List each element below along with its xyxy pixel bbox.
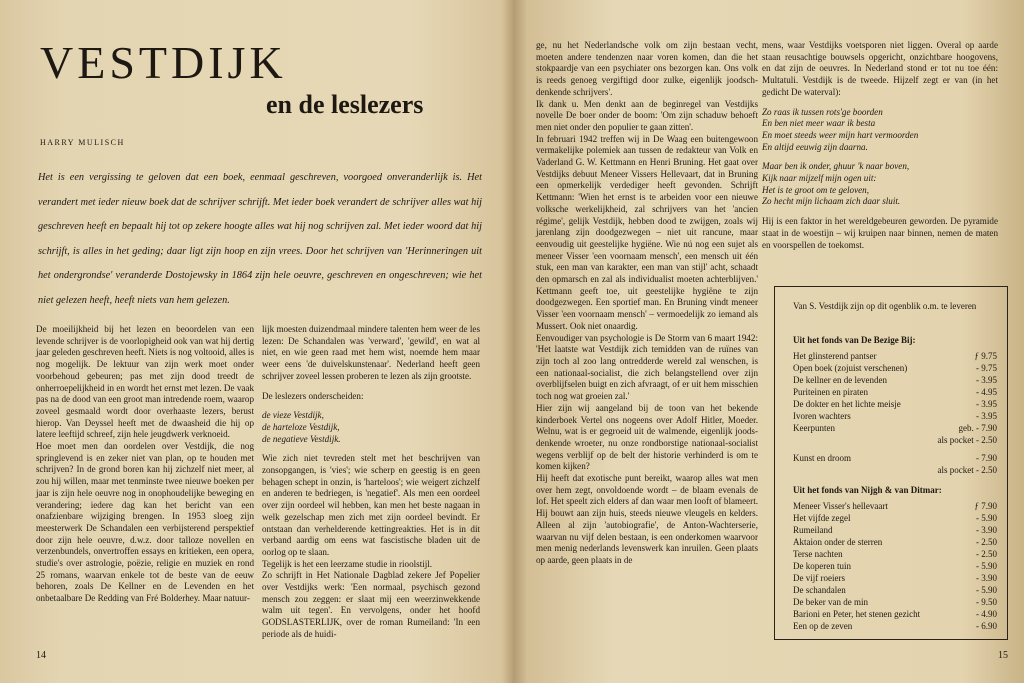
- poem-stanza-1: [762, 107, 998, 154]
- book-title: De beker van de min: [793, 597, 868, 607]
- paragraph: De leslezers onderscheiden:: [262, 390, 364, 401]
- book-row: [793, 573, 997, 585]
- publisher-heading: Uit het fonds van De Bezige Bij:: [793, 335, 916, 345]
- list-item: de negatieve Vestdijk.: [262, 433, 341, 444]
- paragraph: Ik dank u. Men denkt aan de beginregel van Vestdijks novelle De boer onder de boom: 'Om zijn schaduw behoeft men niet onder den populier te gaan zitten'.: [536, 98, 758, 132]
- intro-paragraph: Het is een vergissing te geloven dat een boek, eenmaal geschreven, voorgoed onveranderlijk is. Het verandert met ieder nieuw boek dat de schrijver schrijft. Met ieder boek verandert de schrijver alles wat hij geschreven heeft en bepaalt hij tot op zekere hoogte alles wat hij nog schrijven zal. Met ieder woord dat hij schrijft, is alles in het geding; daar ligt zijn hoop en zijn vrees. Door het schrijven van 'Herinneringen uit het ondergrondse' veranderde Dostojewsky in 1864 zijn hele oeuvre, geschreven en ongeschreven; wie het niet gelezen heeft, heeft niets van hem gelezen.: [38, 172, 482, 306]
- book-title: Puriteinen en piraten: [793, 387, 868, 397]
- book-price: - 7.90: [976, 453, 997, 463]
- book-price: geb. - 7.90: [958, 423, 997, 433]
- paragraph: Eenvoudiger van psychologie is De Storm van 6 maart 1942: 'Het laatste wat Vestdijk zich temidden van de ruïnes van zijn toch al zoo lang ontredderde wereld zal wenschen, is een nationaal-socialist, die zich belangstellend over zijn overblijfselen buigt en zich afvraagt, of er uit hem misschien toch nog wat groeien zal.': [536, 332, 758, 402]
- book-title: Barioni en Peter, het stenen gezicht: [793, 609, 921, 619]
- book-title: Kunst en droom: [793, 453, 851, 463]
- paragraph: Hier zijn wij aangeland bij de toon van het bekende kinderboek Vertel ons nogeens over Adolf Hitler, Moeder. Welnu, wat is er gegroeid uit de walmende, eigenlijk joods-denkende wroeter, nu onze rondborstige nationaal-socialist wegens verblijf op de belt der historie verhinderd is om te komen kijken?: [536, 402, 758, 472]
- book-title: De kellner en de levenden: [793, 375, 887, 385]
- page-number: 15: [998, 650, 1008, 661]
- book-price: - 6.90: [976, 621, 997, 631]
- paragraph: Hij heeft dat exotische punt bereikt, waarop alles wat men over hem zegt, onvoldoende wordt – de blaam evenals de lof. Het speelt zich elders af dan waar men looft of blameert. Hij bouwt aan zijn huis, steeds nieuwe vleugels en kelders. Alleen al zijn 'autobiografie', de Anton-Wachterserie, waarvan nu vijf delen bestaan, is een onderkomen waarvoor men menig nederlands levenswerk kan inruilen. Geen plaats op aarde, geen plaats in de: [536, 473, 758, 565]
- poem-line: Het is te groot om te geloven,: [762, 184, 869, 195]
- paragraph: Tegelijk is het een leerzame studie in rioolstijl.: [262, 558, 433, 569]
- column-3: [536, 40, 758, 567]
- list-item: de harteloze Vestdijk,: [262, 421, 340, 432]
- book-row: [793, 561, 997, 573]
- book-row: [793, 453, 997, 465]
- book-price: ƒ 7.90: [974, 501, 997, 511]
- book-title: De schandalen: [793, 585, 846, 595]
- poem-line: Zo hecht mijn lichaam zich daar sluit.: [762, 196, 901, 207]
- paragraph: lijk moesten duizendmaal mindere talenten hem weer de les lezen: De Schandalen was 'verward', 'gewild', en wat al niet, en wie geen raad met hem wist, noemde hem maar weer eens 'de duivelskunstenaar'. Nederland heeft geen schrijver zoveel lessen proberen te lezen als zijn grootste.: [262, 324, 480, 381]
- poem-line: En ben niet meer waar ik besta: [762, 118, 876, 129]
- poem-line: Maar ben ik onder, ghuur 'k naar boven,: [762, 161, 910, 172]
- right-page: [512, 0, 1024, 683]
- book-price: als pocket - 2.50: [937, 465, 997, 475]
- book-title: De vijf roeiers: [793, 573, 845, 583]
- book-price: - 3.95: [976, 399, 997, 409]
- book-title: Het vijfde zegel: [793, 513, 851, 523]
- column-1: [36, 324, 254, 605]
- column-2: [262, 324, 480, 641]
- book-price: - 5.90: [976, 513, 997, 523]
- book-price: - 5.90: [976, 585, 997, 595]
- book-title: Terse nachten: [793, 549, 843, 559]
- book-row: [793, 537, 997, 549]
- paragraph: In februari 1942 treffen wij in De Waag een buitengewoon vermakelijke polemiek aan tussen de redakteur van Volk en Vaderland G. W. Kettmann en Henri Bruning. Het gaat over Vestdijks debuut Meneer Vissers Hellevaart, dat in Bruning een opmerkelijk verdediger heeft gevonden. Schrijft Kettmann: 'Wien het ernst is te arbeiden voor een nieuwe volksche werkelijkheid, zal schrijvers van het 'ancien régime', gelijk Vestdijk, hebben dood te zwijgen, zoals wij jarenlang zijn doodgezwegen – niet uit rancune, maar eenvoudig uit geestelijke hygiëne. Wie nú nog een sujet als meneer Visser 'een voornaam mensch', een mensch uit één stuk, een man van karakter, een man van stijl' acht, schaadt den opmarsch en zal als individualist moeten achterblijven.' Kettmann geeft toe, uit geestelijke hygiëne te zijn doodgezwegen. Een sportief man. En Bruning vindt meneer Visser 'een voornaam mensch' – vermoedelijk zo iemand als Mussert. Ook niet onaardig.: [536, 133, 758, 331]
- page-number: 14: [36, 650, 46, 661]
- paragraph: Wie zich niet tevreden stelt met het beschrijven van zonsopgangen, is 'vies'; wie scherp en geestig is en geen behagen schept in onzin, is 'harteloos'; wie weigert zichzelf en anderen te bedriegen, is 'negatief'. Als men een oordeel over zijn oordeel wil hebben, kan men het beste nagaan in welk gezelschap men zich met zijn oordeel bevindt. Er ontstaan dan verhelderende kettingreakties. Het is in dit verband aardig om eens wat fascistische bladen uit de oorlog op te slaan.: [262, 453, 480, 557]
- book-title: De dokter en het lichte meisje: [793, 399, 901, 409]
- book-row: [793, 501, 997, 513]
- book-row: [793, 435, 997, 447]
- book-title: Keerpunten: [793, 423, 835, 433]
- paragraph: Hoe moet men dan oordelen over Vestdijk, die nog springlevend is en zeker niet van plan, op te houden met schrijven? In de grond boren kan hij zichzelf niet meer, al zou hij willen, maar met tenminste twee nieuwe boeken per jaar is zijn hele oeuvre nog in onophoudelijke beweging en verandering; iedere dag kan het bericht van een onafzienbare wijziging brengen. In 1953 sloeg zijn meesterwerk De Schandalen een verbijsterend perspektief door zijn hele oeuvre, d.w.z. door talloze novellen en verzenbundels, onvertroffen essays en kritieken, een opera, studie's over astrologie, poëzie, religie en muziek en rond 25 romans, waarvan enkele tot de beste van de eeuw behoren, zoals De Kellner en de Levenden en het onbetaalbare De Redding van Fré Bolderhey. Maar natuur-: [36, 441, 254, 604]
- book-price: - 2.50: [976, 549, 997, 559]
- book-price: - 3.95: [976, 375, 997, 385]
- paragraph: De moeilijkheid bij het lezen en beoordelen van een levende schrijver is de voorlopigheid ook van wat hij dertig jaar geleden geschreven heeft. Niets is nog voltooid, alles is nog mogelijk. De lektuur van zijn werk moet onder voorbehoud gebeuren; pas met zijn dood treedt de onherroepelijkheid in en wordt het ernst met lezen. De vaak pas na de dood van een groot man intredende roem, waarop zoveel gesmaald wordt door overhaaste lezers, berust hierop. Van Deyssel heeft met de dwaasheid die hij op latere leeftijd schreef, zijn hele jeugdwerk verknoeid.: [36, 324, 254, 440]
- book-title: Een op de zeven: [793, 621, 853, 631]
- publisher-heading: Uit het fonds van Nijgh & van Ditmar:: [793, 485, 942, 495]
- book-row: [793, 597, 997, 609]
- article-title: VESTDIJK: [40, 37, 287, 88]
- book-price: als pocket - 2.50: [937, 435, 997, 445]
- booklist-box: [774, 286, 1008, 640]
- book-row: [793, 513, 997, 525]
- paragraph: mens, waar Vestdijks voetsporen niet liggen. Overal op aarde staan reusachtige bouwsels opgericht, onzichtbare hoogovens, en dat zijn de oeuvres. In Nederland stond er tot nu toe één: Multatuli. Vestdijk is de tweede. Hijzelf zegt er van (in het gedicht De waterval):: [762, 40, 998, 97]
- book-row: [793, 351, 997, 363]
- book-row: [793, 609, 997, 621]
- book-row: [793, 549, 997, 561]
- book-title: Aktaion onder de sterren: [793, 537, 883, 547]
- book-price: - 3.95: [976, 411, 997, 421]
- book-price: - 2.50: [976, 537, 997, 547]
- book-price: - 5.90: [976, 561, 997, 571]
- book-title: Meneer Visser's hellevaart: [793, 501, 888, 511]
- poem-line: En moet steeds weer mijn hart vermoorden: [762, 129, 919, 140]
- book-price: - 3.90: [976, 573, 997, 583]
- book-title: Ivoren wachters: [793, 411, 851, 421]
- book-price: - 9.75: [976, 363, 997, 373]
- poem-line: Zo raas ik tussen rots'ge boorden: [762, 106, 883, 117]
- book-row: [793, 423, 997, 435]
- book-row: [793, 465, 997, 477]
- book-title: Rumeiland: [793, 525, 833, 535]
- book-price: - 4.90: [976, 609, 997, 619]
- paragraph: Hij is een faktor in het wereldgebeuren geworden. De pyramide staat in de woestijn – wij kruipen naar binnen, nemen de maten en voorspellen de toekomst.: [762, 216, 998, 250]
- book-row: [793, 585, 997, 597]
- poem-stanza-2: [762, 161, 998, 208]
- book-row: [793, 363, 997, 375]
- book-price: - 9.50: [976, 597, 997, 607]
- column-4: [762, 40, 998, 251]
- book-price: - 4.95: [976, 387, 997, 397]
- book-title: Open boek (zojuist verschenen): [793, 363, 908, 373]
- paragraph: ge, nu het Nederlandsche volk om zijn bestaan vecht, moeten andere tendenzen naar voren komen, dan die het stokpaardje van een psychiater ons bezorgen kan. Ons volk is reeds genoeg vergiftigd door zulke, eigenlijk joodsch-denkende schrijvers'.: [536, 40, 758, 97]
- booklist-intro: Van S. Vestdijk zijn op dit ogenblik o.m. te leveren: [793, 301, 977, 311]
- book-row: [793, 525, 997, 537]
- book-row: [793, 387, 997, 399]
- book-title: Het glinsterend pantser: [793, 351, 877, 361]
- poem-line: En altijd eeuwig zijn daarna.: [762, 141, 868, 152]
- book-row: [793, 399, 997, 411]
- book-row: [793, 621, 997, 633]
- article-subtitle: en de leslezers: [266, 90, 424, 119]
- list-item: de vieze Vestdijk,: [262, 410, 324, 421]
- book-row: [793, 375, 997, 387]
- book-row: [793, 411, 997, 423]
- book-title: De koperen tuin: [793, 561, 851, 571]
- author-byline: HARRY MULISCH: [40, 138, 125, 147]
- book-price: - 3.90: [976, 525, 997, 535]
- paragraph: Zo schrijft in Het Nationale Dagblad zekere Jef Popelier over Vestdijks werk: 'Een normaal, psychisch gezond mensch zou zeggen: er slaat mij een weerzinwekkende walm uit tegen'. En vervolgens, onder het hoofd GODSLASTERLIJK, over de roman Rumeiland: 'In een periode als de huidi-: [262, 570, 480, 639]
- poem-line: Kijk naar mijzelf mijn ogen uit:: [762, 173, 877, 184]
- book-price: ƒ 9.75: [974, 351, 997, 361]
